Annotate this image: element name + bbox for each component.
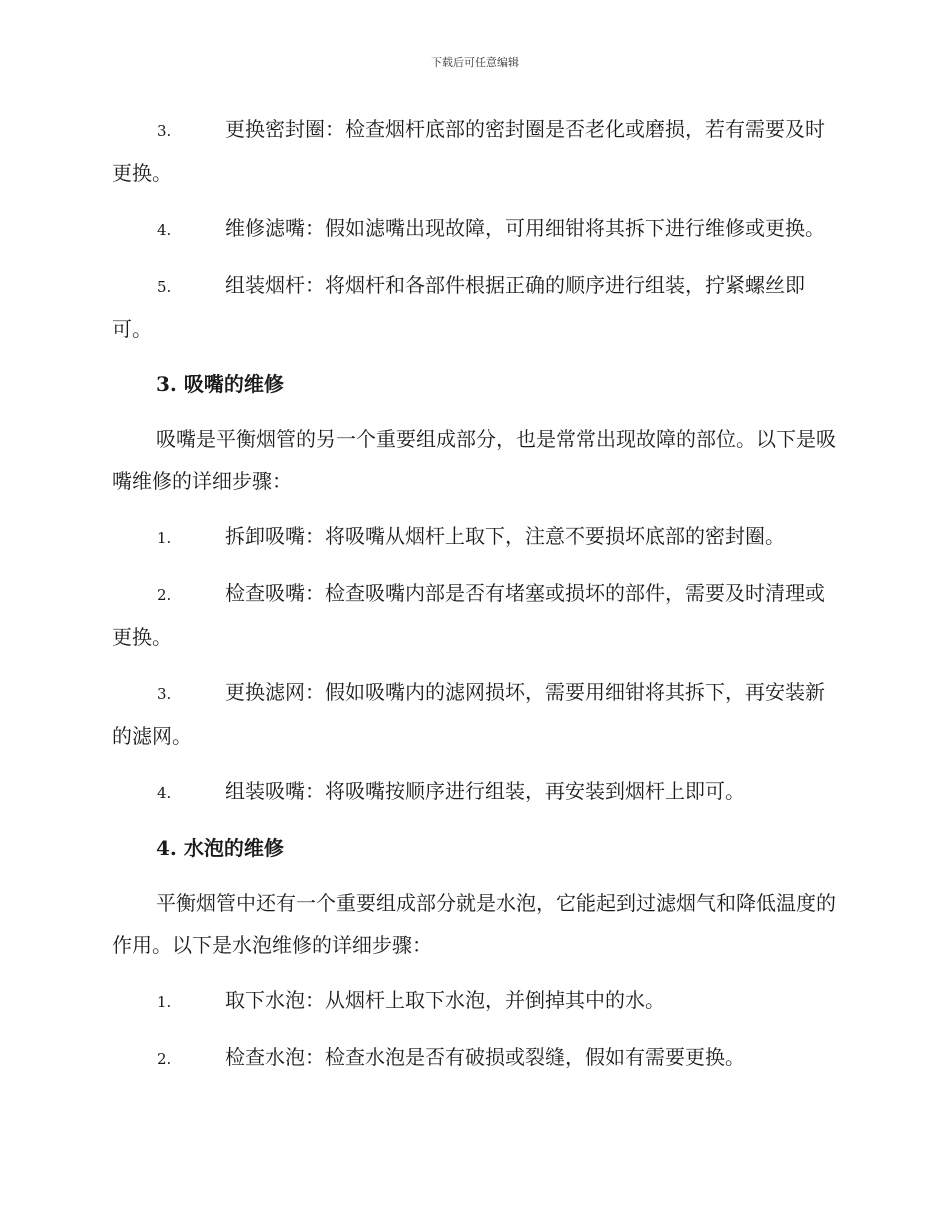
list-item xyxy=(112,207,836,251)
page-header: 下载后可任意编辑 xyxy=(431,56,519,69)
list-text: 组装烟杆：将烟杆和各部件根据正确的顺序进行组装，拧紧螺丝即可。 xyxy=(112,273,805,341)
list-item xyxy=(112,264,836,350)
list-number: 3. xyxy=(157,685,172,703)
list-text: 维修滤嘴：假如滤嘴出现故障，可用细钳将其拆下进行维修或更换。 xyxy=(225,216,825,240)
section-heading-water-bubble: 4. 水泡的维修 xyxy=(156,836,284,860)
list-item xyxy=(112,1036,836,1080)
list-number: 1. xyxy=(157,993,172,1011)
list-text: 拆卸吸嘴：将吸嘴从烟杆上取下，注意不要损坏底部的密封圈。 xyxy=(225,524,785,548)
list-text: 组装吸嘴：将吸嘴按顺序进行组装，再安装到烟杆上即可。 xyxy=(225,779,745,803)
list-number: 2. xyxy=(157,1050,172,1068)
list-item xyxy=(112,770,836,814)
list-text: 更换密封圈：检查烟杆底部的密封圈是否老化或磨损，若有需要及时更换。 xyxy=(112,117,825,185)
section-intro-paragraph: 吸嘴是平衡烟管的另一个重要组成部分，也是常常出现故障的部位。以下是吸嘴维修的详细步骤： xyxy=(112,427,836,493)
list-item xyxy=(112,671,836,757)
list-item xyxy=(112,515,836,559)
section-intro-paragraph: 平衡烟管中还有一个重要组成部分就是水泡，它能起到过滤烟气和降低温度的作用。以下是水泡维修的详细步骤： xyxy=(112,891,836,957)
list-text: 更换滤网：假如吸嘴内的滤网损坏，需要用细钳将其拆下，再安装新的滤网。 xyxy=(112,680,825,748)
list-item xyxy=(112,108,836,194)
list-number: 5. xyxy=(157,278,172,296)
list-text: 检查吸嘴：检查吸嘴内部是否有堵塞或损坏的部件，需要及时清理或更换。 xyxy=(112,581,825,649)
document-body xyxy=(112,108,836,1093)
list-number: 4. xyxy=(157,221,172,239)
list-item xyxy=(112,572,836,658)
list-number: 1. xyxy=(157,529,172,547)
section-heading-mouthpiece: 3. 吸嘴的维修 xyxy=(156,372,284,396)
list-number: 4. xyxy=(157,784,172,802)
list-text: 检查水泡：检查水泡是否有破损或裂缝，假如有需要更换。 xyxy=(225,1045,745,1069)
list-number: 2. xyxy=(157,586,172,604)
list-item xyxy=(112,979,836,1023)
list-number: 3. xyxy=(157,122,172,140)
list-text: 取下水泡：从烟杆上取下水泡，并倒掉其中的水。 xyxy=(225,988,665,1012)
